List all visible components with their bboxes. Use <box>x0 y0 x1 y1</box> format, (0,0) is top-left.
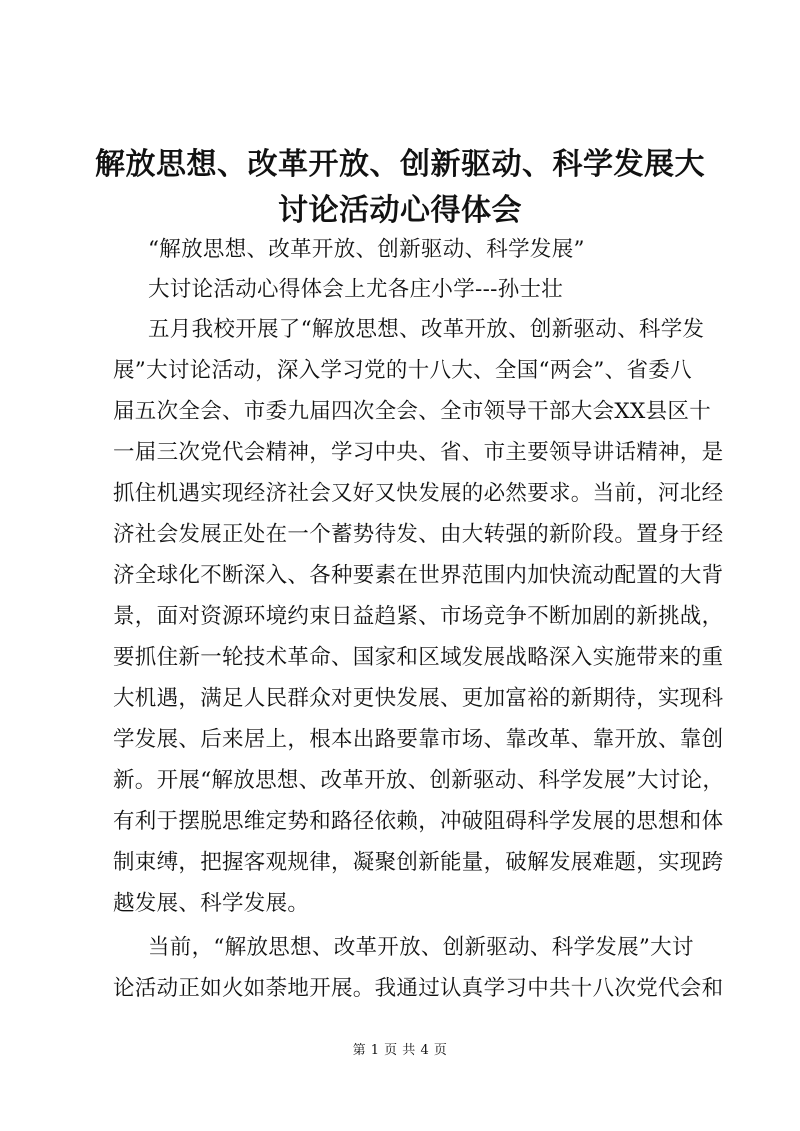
subtitle: “解放思想、改革开放、创新驱动、科学发展” <box>148 237 585 262</box>
paragraph-line: 五月我校开展了“解放思想、改革开放、创新驱动、科学发 <box>148 317 705 342</box>
paragraph-line: 抓住机遇实现经济社会又好又快发展的必然要求。当前，河北经 <box>113 481 724 506</box>
paragraph-line: 有利于摆脱思维定势和路径依赖，冲破阻碍科学发展的思想和体 <box>113 809 724 834</box>
paragraph-line: 制束缚，把握客观规律，凝聚创新能量，破解发展难题，实现跨 <box>113 850 724 875</box>
page-number: 第 1 页 共 4 页 <box>352 1043 448 1058</box>
paragraph-line: 大机遇，满足人民群众对更快发展、更加富裕的新期待，实现科 <box>113 686 724 711</box>
paragraph-line: 要抓住新一轮技术革命、国家和区域发展战略深入实施带来的重 <box>113 645 724 670</box>
document-title <box>90 142 710 234</box>
paragraph-line: 一届三次党代会精神，学习中央、省、市主要领导讲话精神，是 <box>113 440 724 465</box>
paragraph-line: 当前，“解放思想、改革开放、创新驱动、科学发展”大讨 <box>148 935 694 960</box>
paragraph-line: 论活动正如火如荼地开展。我通过认真学习中共十八次党代会和 <box>113 976 724 1001</box>
paragraph-line: 越发展、科学发展。 <box>113 891 310 916</box>
paragraph-line: 学发展、后来居上，根本出路要靠市场、靠改革、靠开放、靠创 <box>113 727 724 752</box>
title-line-2: 讨论活动心得体会 <box>278 193 522 228</box>
paragraph-line: 届五次全会、市委九届四次全会、全市领导干部大会XX县区十 <box>113 399 712 424</box>
paragraph-line: 新。开展“解放思想、改革开放、创新驱动、科学发展”大讨论， <box>113 768 725 793</box>
paragraph-line: 展”大讨论活动，深入学习党的十八大、全国“两会”、省委八 <box>113 358 692 383</box>
paragraph-line: 济全球化不断深入、各种要素在世界范围内加快流动配置的大背 <box>113 563 724 588</box>
byline: 大讨论活动心得体会上尤各庄小学---孙士壮 <box>148 277 564 302</box>
title-line-1: 解放思想、改革开放、创新驱动、科学发展大 <box>95 147 705 182</box>
paragraph-line: 景，面对资源环境约束日益趋紧、市场竞争不断加剧的新挑战， <box>113 604 724 629</box>
paragraph-line: 济社会发展正处在一个蓄势待发、由大转强的新阶段。置身于经 <box>113 522 724 547</box>
